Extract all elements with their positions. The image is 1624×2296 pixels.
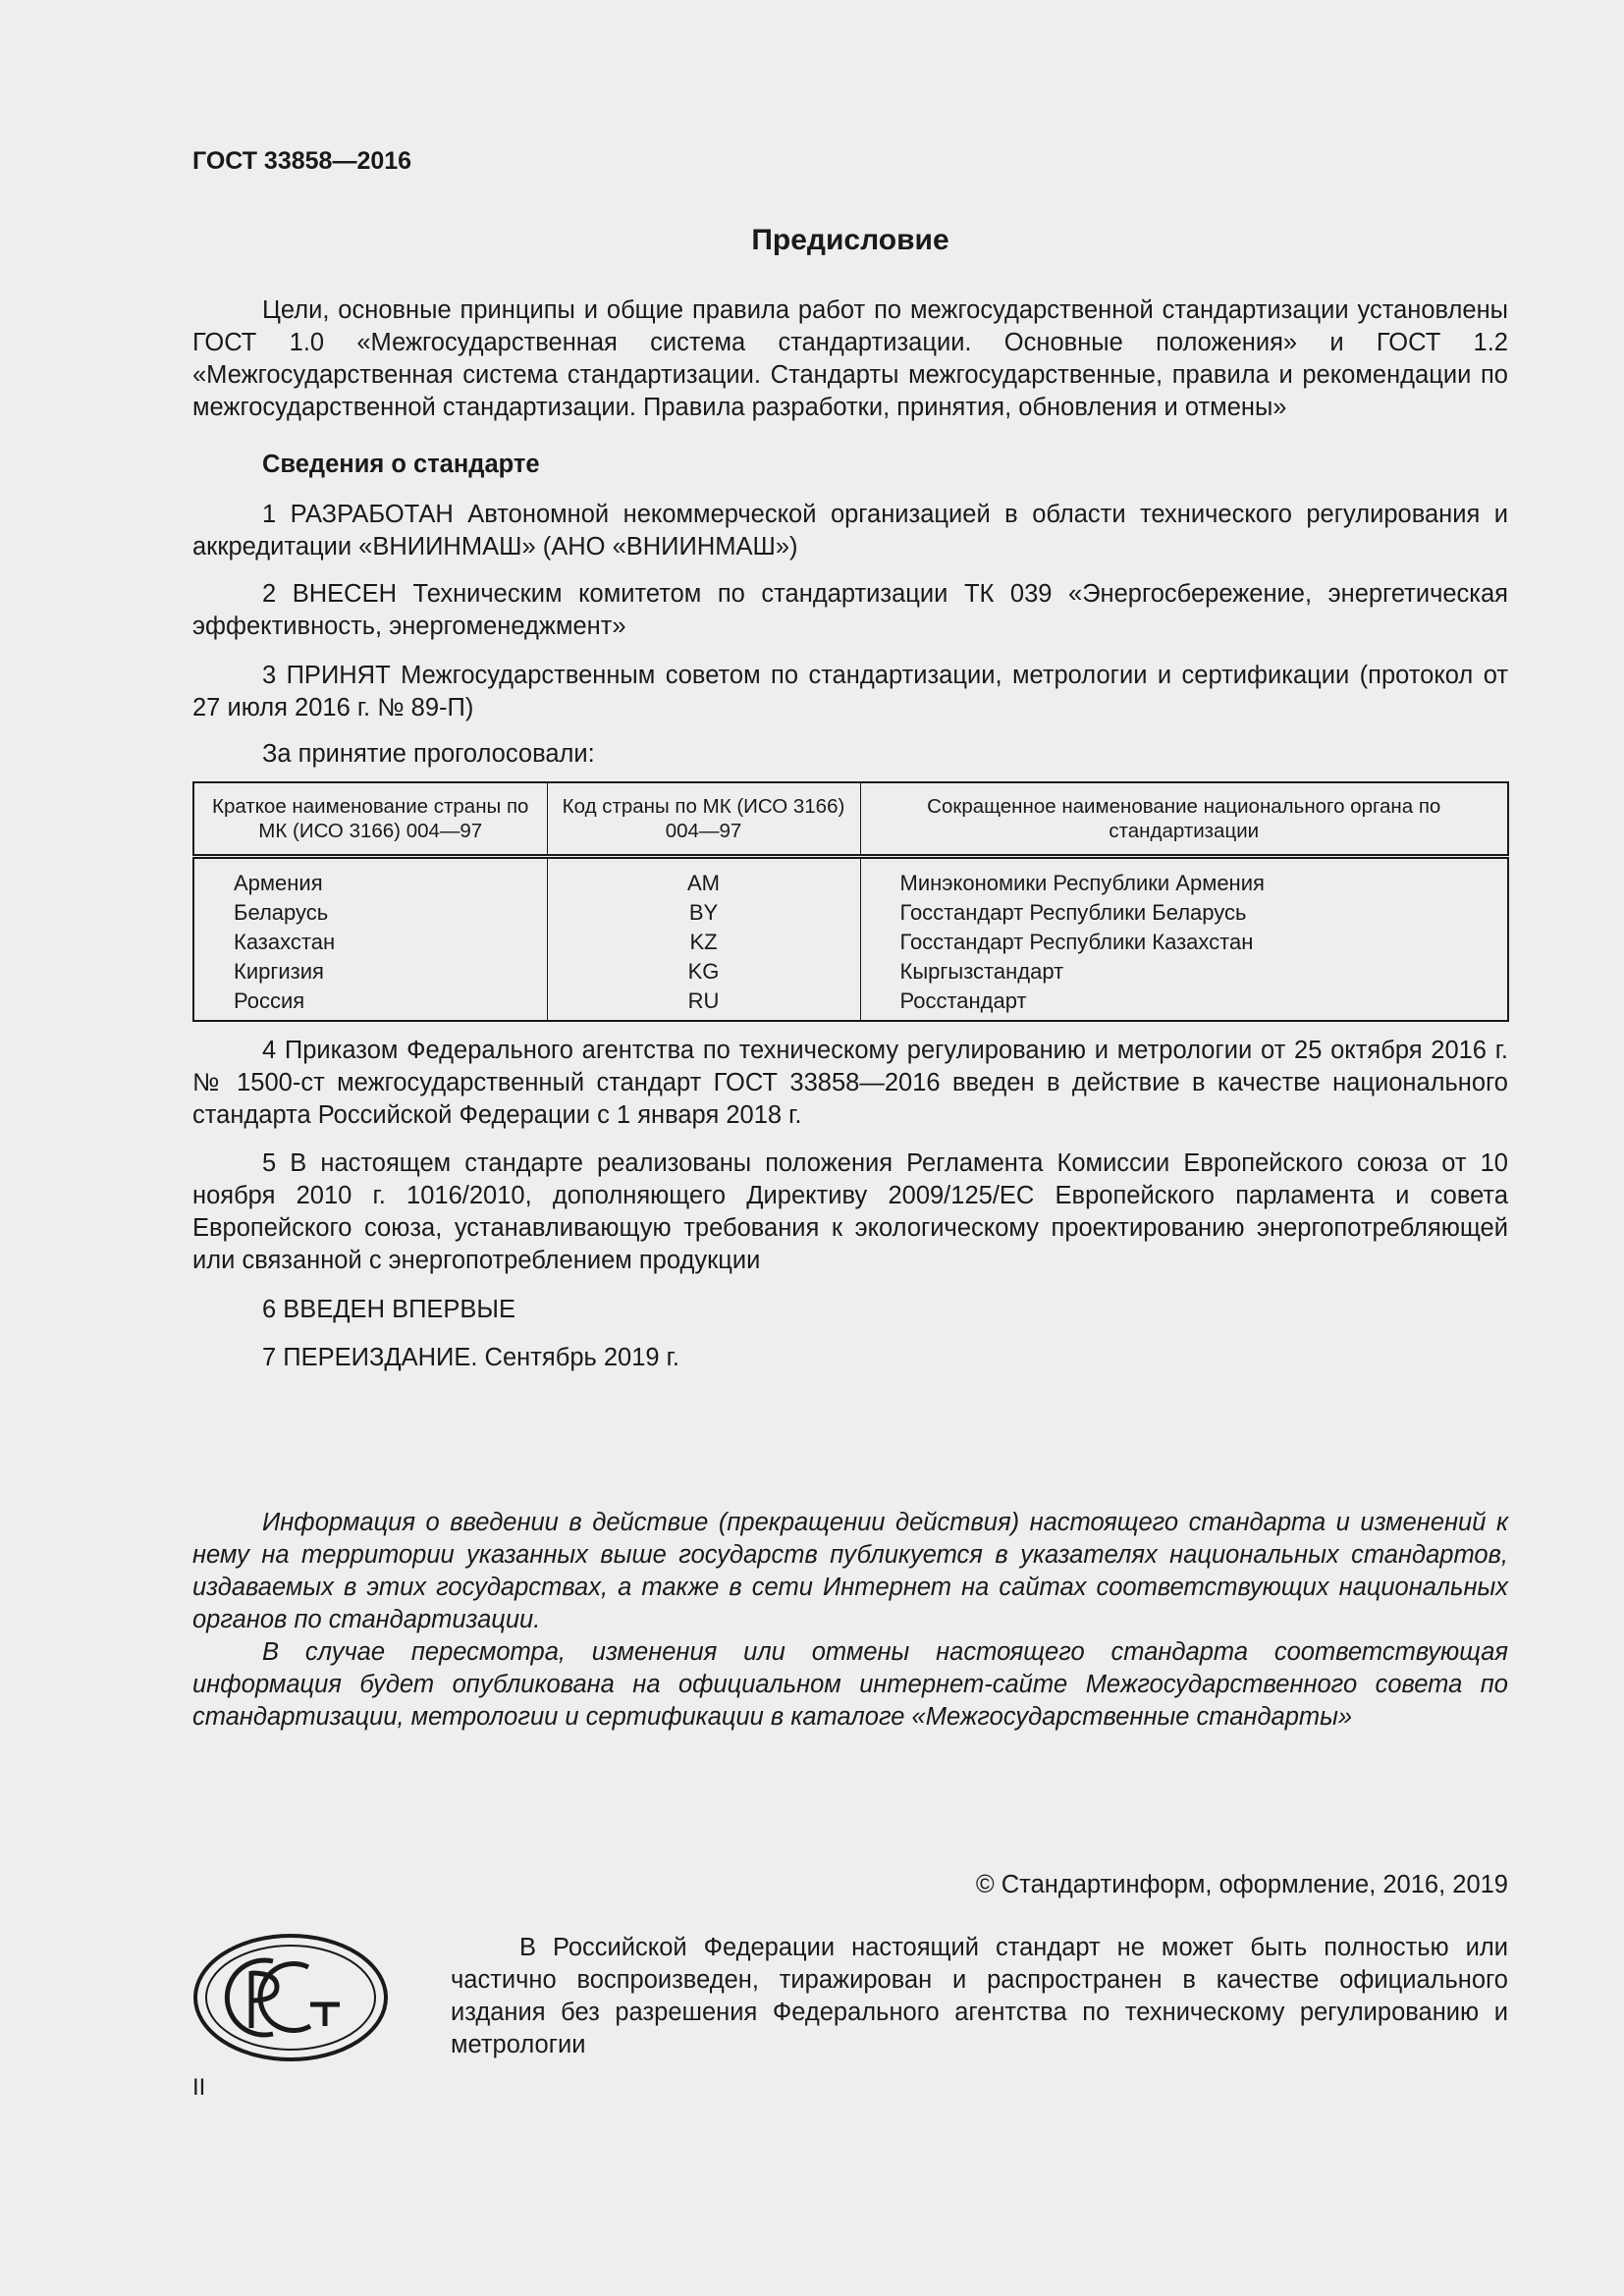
votes-table <box>192 781 1509 1022</box>
standards-body: Госстандарт Республики Казахстан <box>899 930 1254 954</box>
copyright-line: © Стандартинформ, оформление, 2016, 2019 <box>975 1871 1508 1898</box>
info-note-1: Информация о введении в действие (прекращении действия) настоящего стандарта и изменений к нему на территории указанных выше государств публикуется в указателях национальных стандартов, издаваемых в этих государствах, а также в сети Интернет на сайтах соответствующих национальных органов по стандартизации. <box>192 1509 1508 1633</box>
table-row <box>193 857 1508 1022</box>
standards-body: Минэкономики Республики Армения <box>899 871 1265 895</box>
rights-notice: В Российской Федерации настоящий стандарт не может быть полностью или частично воспроизведен, тиражирован и распространен в качестве официального издания без разрешения Федерального агентства по техническому регулированию и метрологии <box>451 1934 1508 2058</box>
table-header-row <box>193 782 1508 857</box>
country-code: KZ <box>689 930 718 954</box>
votes-intro: За принятие проголосовали: <box>262 740 595 768</box>
country-name: Казахстан <box>234 930 336 954</box>
section-heading: Сведения о стандарте <box>262 451 540 478</box>
item-3: 3 ПРИНЯТ Межгосударственным советом по стандартизации, метрологии и сертификации (протокол от 27 июля 2016 г. № 89-П) <box>192 662 1508 721</box>
table-cell-codes <box>547 857 860 1022</box>
standards-body: Кыргызстандарт <box>899 959 1064 984</box>
table-cell-bodies <box>860 857 1508 1022</box>
country-name: Россия <box>234 988 305 1013</box>
page-title: Предисловие <box>751 224 949 256</box>
table-header-body: Сокращенное наименование национального органа по стандартизации <box>860 782 1508 857</box>
page-number: II <box>192 2074 206 2101</box>
country-code: AM <box>687 871 720 895</box>
item-5: 5 В настоящем стандарте реализованы положения Регламента Комиссии Европейского союза от 10 ноября 2010 г. 1016/2010, дополняющего Директиву 2009/125/ЕС Европейского парламента и совета Европейского союза, устанавливающую требования к экологическому проектированию энергопотребляющей или связанной с энергопотреблением продукции <box>192 1149 1508 1274</box>
item-2: 2 ВНЕСЕН Техническим комитетом по стандартизации ТК 039 «Энергосбережение, энергетическая эффективность, энергоменеджмент» <box>192 580 1508 640</box>
standards-body: Росстандарт <box>899 988 1027 1013</box>
country-code: BY <box>688 900 719 925</box>
country-name: Киргизия <box>234 959 324 984</box>
country-code: KG <box>687 959 720 984</box>
item-6: 6 ВВЕДЕН ВПЕРВЫЕ <box>262 1296 516 1323</box>
standards-body: Госстандарт Республики Беларусь <box>899 900 1247 925</box>
table-header-code: Код страны по МК (ИСО 3166) 004—97 <box>547 782 860 857</box>
table-header-country: Краткое наименование страны по МК (ИСО 3166) 004—97 <box>193 782 547 857</box>
country-name: Армения <box>234 871 323 895</box>
rst-certification-mark-icon <box>192 1932 389 2063</box>
info-note-2: В случае пересмотра, изменения или отмены настоящего стандарта соответствующая информация будет опубликована на официальном интернет-сайте Межгосударственного совета по стандартизации, метрологии и сертификации в каталоге «Межгосударственные стандарты» <box>192 1638 1508 1731</box>
document-number: ГОСТ 33858—2016 <box>192 147 412 175</box>
country-code: RU <box>687 988 720 1013</box>
item-4: 4 Приказом Федерального агентства по техническому регулированию и метрологии от 25 октября 2016 г. № 1500-ст межгосударственный стандарт ГОСТ 33858—2016 введен в действие в качестве национального стандарта Российской Федерации с 1 января 2018 г. <box>192 1037 1508 1129</box>
item-1: 1 РАЗРАБОТАН Автономной некоммерческой организацией в области технического регулирования и аккредитации «ВНИИНМАШ» (АНО «ВНИИНМАШ») <box>192 501 1508 561</box>
table-cell-countries <box>193 857 547 1022</box>
intro-paragraph: Цели, основные принципы и общие правила работ по межгосударственной стандартизации установлены ГОСТ 1.0 «Межгосударственная система стандартизации. Основные положения» и ГОСТ 1.2 «Межгосударственная система стандартизации. Стандарты межгосударственные, правила и рекомендации по межгосударственной стандартизации. Правила разработки, принятия, обновления и отмены» <box>192 296 1508 421</box>
item-7: 7 ПЕРЕИЗДАНИЕ. Сентябрь 2019 г. <box>262 1344 679 1371</box>
country-name: Беларусь <box>234 900 329 925</box>
